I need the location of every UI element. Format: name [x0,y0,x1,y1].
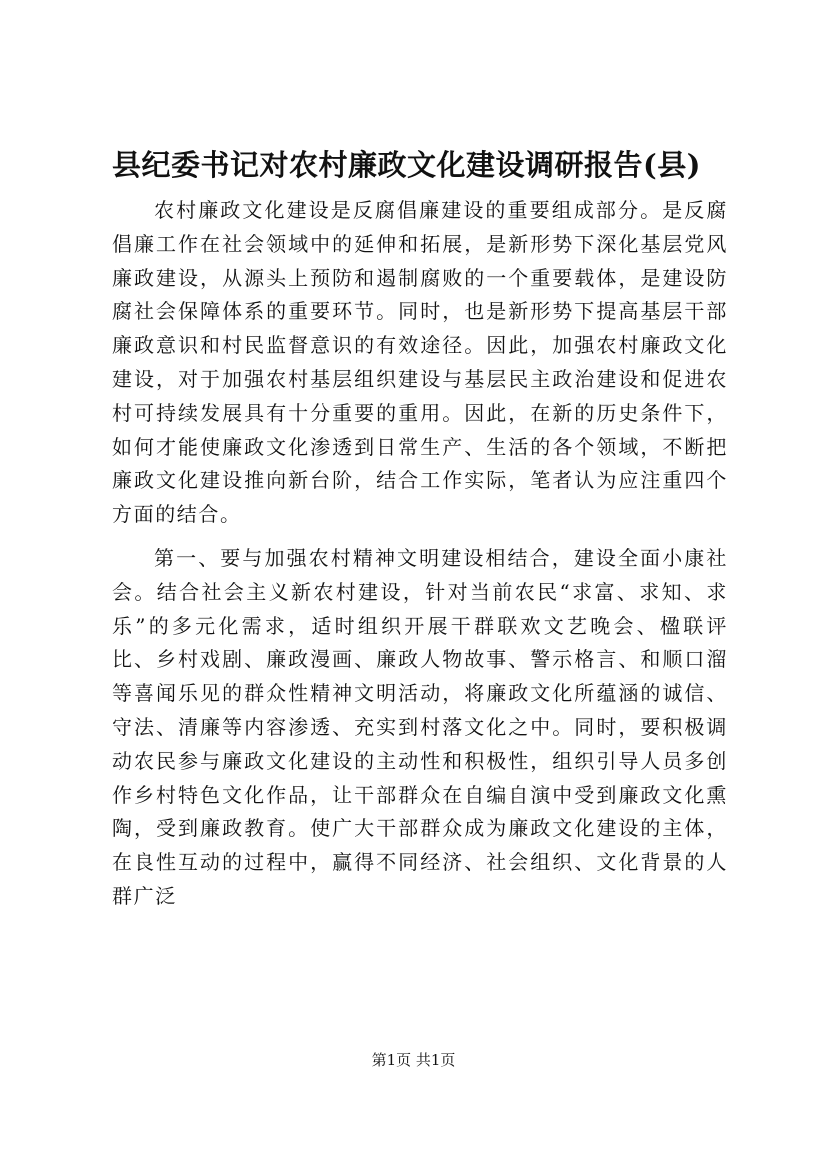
document-body [112,194,728,914]
paragraph-intro: 农村廉政文化建设是反腐倡廉建设的重要组成部分。是反腐倡廉工作在社会领域中的延伸和拓展，是新形势下深化基层党风廉政建设，从源头上预防和遏制腐败的一个重要载体，是建设防腐社会保障体系的重要环节。同时，也是新形势下提高基层干部廉政意识和村民监督意识的有效途径。因此，加强农村廉政文化建设，对于加强农村基层组织建设与基层民主政治建设和促进农村可持续发展具有十分重要的重用。因此，在新的历史条件下，如何才能使廉政文化渗透到日常生产、生活的各个领域，不断把廉政文化建设推向新台阶，结合工作实际，笔者认为应注重四个方面的结合。 [112,198,728,527]
page-footer: 第1页 共1页 [371,1051,456,1069]
paragraph-first-point: 第一、要与加强农村精神文明建设相结合，建设全面小康社会。结合社会主义新农村建设，针对当前农民“求富、求知、求乐”的多元化需求，适时组织开展干群联欢文艺晚会、楹联评比、乡村戏剧、廉政漫画、廉政人物故事、警示格言、和顺口溜等喜闻乐见的群众性精神文明活动，将廉政文化所蕴涵的诚信、守法、清廉等内容渗透、充实到村落文化之中。同时，要积极调动农民参与廉政文化建设的主动性和积极性，组织引导人员多创作乡村特色文化作品，让干部群众在自编自演中受到廉政文化熏陶，受到廉政教育。使广大干部群众成为廉政文化建设的主体，在良性互动的过程中，赢得不同经济、社会组织、文化背景的人群广泛 [112,545,728,908]
document-title: 县纪委书记对农村廉政文化建设调研报告(县) [112,148,701,182]
